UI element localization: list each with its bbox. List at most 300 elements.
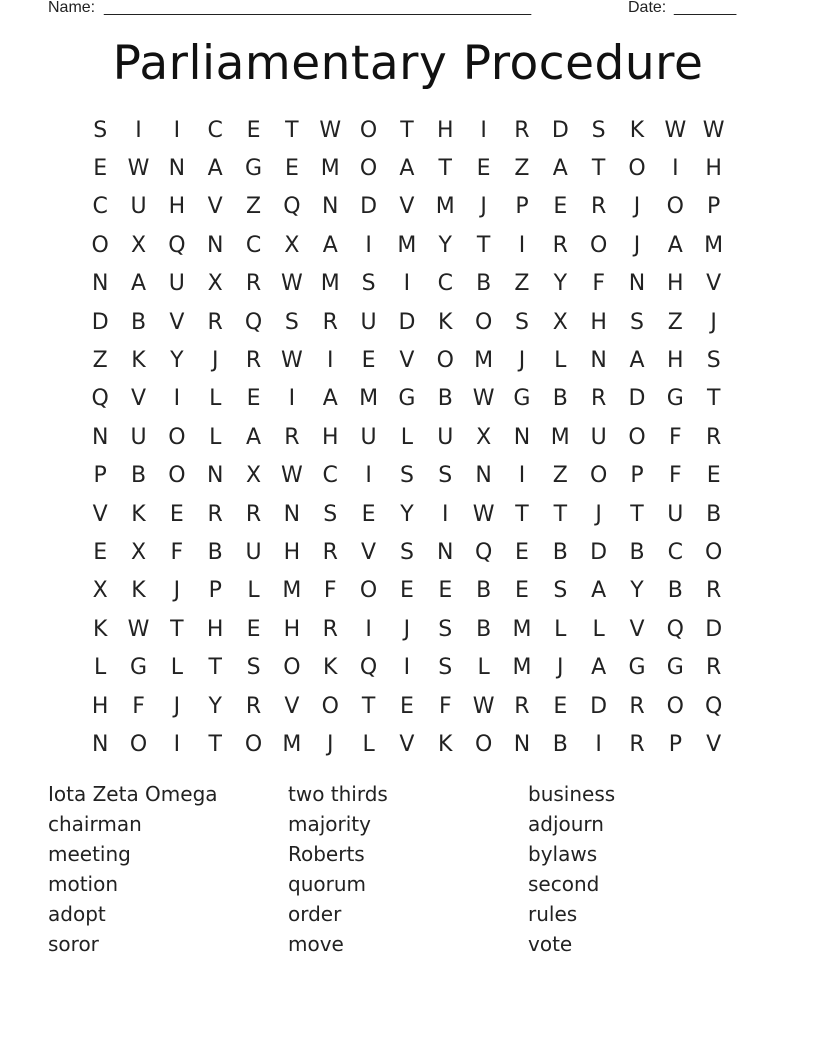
grid-letter: G [666,386,684,412]
grid-letter: U [130,424,147,450]
grid-letter: G [666,655,684,681]
grid-letter: Y [553,271,568,297]
grid-letter: I [672,156,679,182]
grid-letter: Z [92,348,108,374]
grid-letter: O [666,693,684,719]
grid-letter: R [552,232,568,258]
grid-letter: T [285,117,299,143]
grid-letter: L [400,424,414,450]
grid-letter: P [208,578,222,604]
grid-letter: V [284,693,300,719]
grid-letter: V [399,194,415,220]
grid-row [81,303,735,341]
grid-letter: R [284,424,300,450]
grid-letter: L [592,616,605,642]
grid-letter: Z [514,156,530,182]
grid-letter: M [512,655,532,681]
page-title: Parliamentary Procedure [112,36,704,91]
word-list-item: chairman [48,812,142,836]
grid-letter: K [131,578,146,604]
grid-letter: Y [400,501,414,527]
grid-letter: S [399,463,414,489]
grid-letter: O [705,539,723,565]
grid-letter: H [590,309,607,335]
grid-letter: O [321,693,339,719]
grid-letter: O [359,156,378,182]
grid-letter: B [629,539,645,565]
grid-letter: F [669,424,682,450]
grid-letter: I [518,463,526,489]
grid-letter: L [477,655,490,681]
word-list-item: order [288,902,342,926]
grid-letter: R [245,501,262,527]
grid-letter: M [282,578,302,604]
grid-letter: B [706,501,722,527]
grid-letter: H [667,271,684,297]
grid-letter: D [360,194,378,220]
grid-letter: O [589,232,608,258]
grid-letter: E [553,194,568,220]
grid-letter: E [93,539,108,565]
grid-letter: V [169,309,185,335]
grid-letter: B [207,539,223,565]
grid-letter: M [320,156,340,182]
grid-letter: S [438,463,453,489]
grid-row [81,341,735,379]
word-list-item: move [288,932,344,956]
grid-letter: L [94,655,107,681]
grid-letter: D [91,309,109,335]
grid-letter: D [590,693,608,719]
grid-letter: S [323,501,338,527]
grid-letter: R [322,539,338,565]
grid-letter: R [514,117,530,143]
grid-letter: E [246,386,261,412]
grid-letter: H [283,616,301,642]
grid-letter: E [553,693,568,719]
grid-letter: G [513,386,531,412]
grid-letter: N [628,271,646,297]
grid-letter: R [245,693,262,719]
grid-letter: N [283,501,301,527]
grid-letter: C [207,117,223,143]
word-column [288,779,518,959]
word-list-item: rules [528,902,578,926]
grid-letter: J [518,348,526,374]
grid-letter: W [281,463,303,489]
grid-letter: S [438,655,453,681]
grid-row [81,610,735,648]
grid-letter: S [630,309,644,335]
grid-letter: K [438,731,453,757]
grid-letter: Y [170,348,184,374]
grid-letter: N [206,232,224,258]
word-list-item: two thirds [288,782,388,806]
grid-letter: X [284,232,300,258]
grid-letter: J [557,655,564,681]
grid-row [81,725,735,763]
grid-row [81,111,735,149]
grid-letter: E [284,156,299,182]
word-list-item: adjourn [528,812,604,836]
grid-letter: H [91,693,109,719]
grid-letter: R [245,348,262,374]
grid-letter: B [437,386,453,412]
grid-letter: M [397,232,417,258]
grid-letter: S [361,271,376,297]
grid-letter: R [322,616,338,642]
grid-letter: H [283,539,301,565]
grid-letter: X [130,539,147,565]
grid-row [81,648,735,686]
grid-row [81,226,735,264]
grid-letter: T [208,731,222,757]
word-list-item: meeting [48,842,131,866]
grid-letter: J [633,232,641,258]
grid-letter: B [552,386,568,412]
grid-letter: P [707,194,721,220]
header [48,0,748,19]
grid-letter: N [91,731,109,757]
grid-letter: W [472,501,495,527]
grid-letter: T [400,117,414,143]
grid-letter: K [323,655,338,681]
grid-letter: A [322,232,338,258]
grid-letter: F [592,271,605,297]
grid-row [81,457,735,495]
grid-letter: L [209,386,222,412]
grid-letter: V [706,271,722,297]
grid-row [81,572,735,610]
grid-letter: M [359,386,379,412]
grid-letter: X [552,309,568,335]
grid-letter: N [513,424,531,450]
grid-letter: N [206,463,224,489]
word-list-item: vote [528,932,573,956]
grid-letter: A [399,156,415,182]
grid-row [81,533,735,571]
grid-letter: B [476,616,492,642]
grid-letter: M [704,232,724,258]
grid-letter: H [321,424,339,450]
grid-letter: V [361,539,377,565]
grid-letter: E [246,117,261,143]
grid-letter: T [706,386,721,412]
grid-letter: O [283,655,301,681]
grid-letter: N [590,348,607,374]
grid-letter: M [435,194,455,220]
grid-letter: E [169,501,184,527]
grid-letter: M [550,424,570,450]
grid-letter: R [706,578,722,604]
word-list-item: majority [288,812,371,836]
grid-letter: W [702,117,725,143]
grid-letter: F [323,578,337,604]
grid-letter: I [365,232,372,258]
grid-letter: N [513,731,531,757]
grid-letter: R [590,386,607,412]
word-column [48,779,278,959]
grid-letter: A [552,156,568,182]
grid-letter: W [281,348,303,374]
grid-letter: E [399,578,414,604]
grid-letter: Z [514,271,530,297]
grid-letter: T [630,501,644,527]
grid-letter: J [595,501,602,527]
word-list-item: Roberts [288,842,365,866]
grid-letter: E [515,578,529,604]
grid-letter: R [514,693,530,719]
grid-letter: I [403,271,411,297]
word-list-item: motion [48,872,119,896]
grid-row [81,418,735,456]
grid-letter: O [474,309,493,335]
grid-row [81,265,735,303]
grid-letter: J [633,194,641,220]
grid-letter: C [245,232,262,258]
grid-letter: B [552,539,568,565]
grid-letter: N [168,156,186,182]
grid-letter: H [168,194,186,220]
grid-row [81,495,735,533]
grid-letter: G [398,386,416,412]
grid-letter: R [322,309,338,335]
grid-letter: C [437,271,453,297]
grid-letter: C [322,463,338,489]
grid-letter: R [629,731,645,757]
grid-letter: O [628,424,646,450]
grid-letter: K [438,309,453,335]
grid-letter: O [436,348,454,374]
grid-letter: L [247,578,260,604]
grid-letter: C [92,194,108,220]
grid-letter: M [320,271,340,297]
grid-letter: V [706,731,722,757]
grid-letter: A [130,271,147,297]
grid-letter: E [706,463,721,489]
grid-letter: W [127,616,150,642]
grid-letter: P [668,731,682,757]
grid-letter: I [595,731,602,757]
grid-letter: S [438,616,453,642]
grid-letter: U [590,424,607,450]
grid-letter: I [288,386,296,412]
grid-letter: U [360,424,377,450]
word-list-item: bylaws [528,842,598,866]
word-column [528,779,758,959]
grid-letter: P [515,194,529,220]
grid-letter: Q [474,539,493,565]
grid-letter: R [207,309,223,335]
grid-letter: Q [705,693,723,719]
grid-letter: R [629,693,645,719]
grid-letter: F [170,539,184,565]
grid-letter: H [436,117,454,143]
grid-letter: U [667,501,684,527]
grid-letter: L [170,655,183,681]
grid-letter: U [437,424,454,450]
grid-letter: W [472,693,495,719]
word-list-item: business [528,782,616,806]
grid-letter: A [207,156,223,182]
grid-letter: S [706,348,721,374]
word-list-item: second [528,872,600,896]
grid-letter: V [207,194,223,220]
grid-letter: L [554,348,567,374]
name-blank-line: ________________________________________________ [104,0,532,16]
grid-letter: H [667,348,684,374]
grid-letter: Z [552,463,568,489]
grid-letter: R [706,424,722,450]
grid-letter: P [93,463,107,489]
grid-letter: R [207,501,223,527]
grid-letter: K [131,501,146,527]
grid-letter: E [361,348,376,374]
grid-letter: M [282,731,302,757]
letter-grid [81,111,735,764]
grid-letter: R [706,655,722,681]
grid-letter: F [669,463,682,489]
grid-letter: T [170,616,184,642]
grid-letter: O [628,156,646,182]
grid-letter: E [399,693,414,719]
grid-letter: O [244,731,263,757]
grid-letter: X [92,578,108,604]
grid-letter: H [206,616,224,642]
grid-letter: J [710,309,717,335]
grid-letter: E [476,156,491,182]
grid-letter: T [208,655,222,681]
word-list-item: soror [48,932,99,956]
grid-letter: X [476,424,492,450]
grid-letter: I [480,117,487,143]
word-list-item: adopt [48,902,106,926]
grid-letter: O [168,424,186,450]
grid-letter: S [399,539,414,565]
grid-letter: Q [359,655,378,681]
grid-letter: I [365,616,372,642]
grid-row [81,149,735,187]
grid-letter: I [365,463,372,489]
grid-letter: X [246,463,262,489]
grid-letter: E [438,578,453,604]
grid-letter: T [361,693,376,719]
grid-letter: O [168,463,186,489]
grid-letter: U [245,539,262,565]
grid-letter: I [173,731,181,757]
grid-letter: S [246,655,261,681]
grid-letter: S [553,578,568,604]
grid-letter: O [91,232,109,258]
grid-letter: B [476,271,492,297]
grid-letter: J [173,693,181,719]
grid-letter: V [92,501,108,527]
grid-letter: M [512,616,532,642]
grid-letter: S [591,117,606,143]
grid-letter: Y [630,578,644,604]
grid-letter: T [476,232,491,258]
grid-letter: I [173,117,181,143]
grid-letter: E [515,539,529,565]
grid-letter: R [590,194,607,220]
grid-letter: D [705,616,723,642]
grid-letter: O [359,578,378,604]
grid-letter: U [360,309,377,335]
grid-letter: G [245,156,263,182]
grid-letter: S [93,117,108,143]
grid-letter: N [91,424,109,450]
grid-letter: A [246,424,262,450]
grid-letter: Q [168,232,186,258]
grid-letter: Y [208,693,222,719]
grid-letter: T [553,501,568,527]
grid-letter: I [442,501,449,527]
grid-letter: J [211,348,219,374]
grid-letter: B [552,731,568,757]
grid-letter: V [130,386,147,412]
grid-letter: B [130,463,147,489]
grid-letter: I [518,232,526,258]
grid-letter: I [403,655,411,681]
grid-letter: B [130,309,147,335]
grid-letter: O [666,194,684,220]
grid-letter: W [664,117,687,143]
grid-letter: L [554,616,567,642]
grid-letter: D [398,309,416,335]
grid-letter: E [246,616,261,642]
grid-letter: W [281,271,303,297]
grid-letter: H [705,156,722,182]
grid-letter: X [130,232,147,258]
grid-letter: N [437,539,454,565]
grid-letter: D [590,539,608,565]
grid-letter: Q [666,616,684,642]
grid-letter: I [173,386,181,412]
grid-letter: K [131,348,146,374]
grid-letter: G [628,655,646,681]
grid-letter: Z [667,309,683,335]
grid-letter: S [514,309,529,335]
grid-letter: F [438,693,452,719]
grid-letter: W [472,386,495,412]
grid-letter: J [403,616,411,642]
grid-letter: C [667,539,684,565]
grid-letter: B [667,578,683,604]
grid-letter: U [130,194,147,220]
grid-letter: D [551,117,569,143]
grid-letter: O [129,731,148,757]
grid-letter: V [629,616,645,642]
grid-letter: Y [438,232,452,258]
grid-letter: R [245,271,262,297]
grid-letter: O [589,463,608,489]
grid-letter: O [359,117,378,143]
grid-letter: L [362,731,375,757]
grid-letter: O [474,731,493,757]
grid-row [81,380,735,418]
grid-letter: A [591,655,607,681]
grid-letter: A [629,348,645,374]
grid-letter: Z [246,194,262,220]
date-blank-line: _______ [674,0,737,16]
grid-letter: J [173,578,181,604]
grid-letter: T [591,156,606,182]
grid-row [81,188,735,226]
grid-letter: K [629,117,645,143]
grid-letter: A [322,386,338,412]
grid-letter: I [326,348,334,374]
grid-letter: D [628,386,646,412]
